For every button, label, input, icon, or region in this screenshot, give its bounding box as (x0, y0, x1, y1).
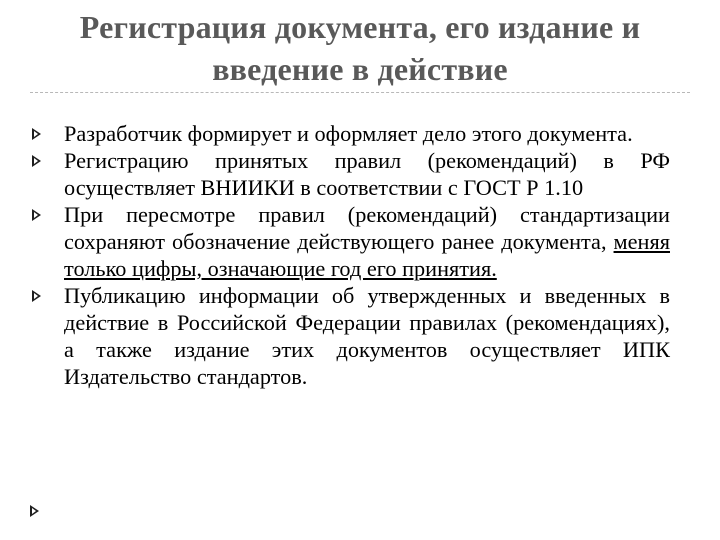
bullet-list (30, 120, 670, 390)
list-item (30, 282, 670, 390)
triangle-bullet-icon (32, 155, 41, 167)
list-item (30, 120, 670, 147)
bullet-text: При пересмотре правил (рекомендаций) стандартизации сохраняют обозначение действующего ранее документа, (64, 202, 670, 254)
title-divider (30, 92, 690, 93)
list-item (30, 201, 670, 282)
triangle-bullet-icon (32, 290, 41, 302)
bullet-text: Регистрацию принятых правил (рекомендаций) в РФ осуществляет ВНИИКИ в соответствии с ГОСТ Р 1.10 (64, 148, 670, 200)
triangle-bullet-icon (32, 128, 41, 140)
bullet-text: Публикацию информации об утвержденных и введенных в действие в Российской Федерации правилах (рекомендациях), а также издание этих документов осуществляет ИПК Издательство стандартов. (64, 283, 670, 389)
slide-title: Регистрация документа, его издание и введение в действие (79, 9, 641, 87)
bullet-text-underlined: меняя только цифры, означающие год его принятия. (64, 229, 670, 281)
triangle-bullet-icon (30, 505, 39, 517)
triangle-bullet-icon (32, 209, 41, 221)
list-item (30, 147, 670, 201)
bullet-text: Разработчик формирует и оформляет дело этого документа. (64, 121, 633, 146)
